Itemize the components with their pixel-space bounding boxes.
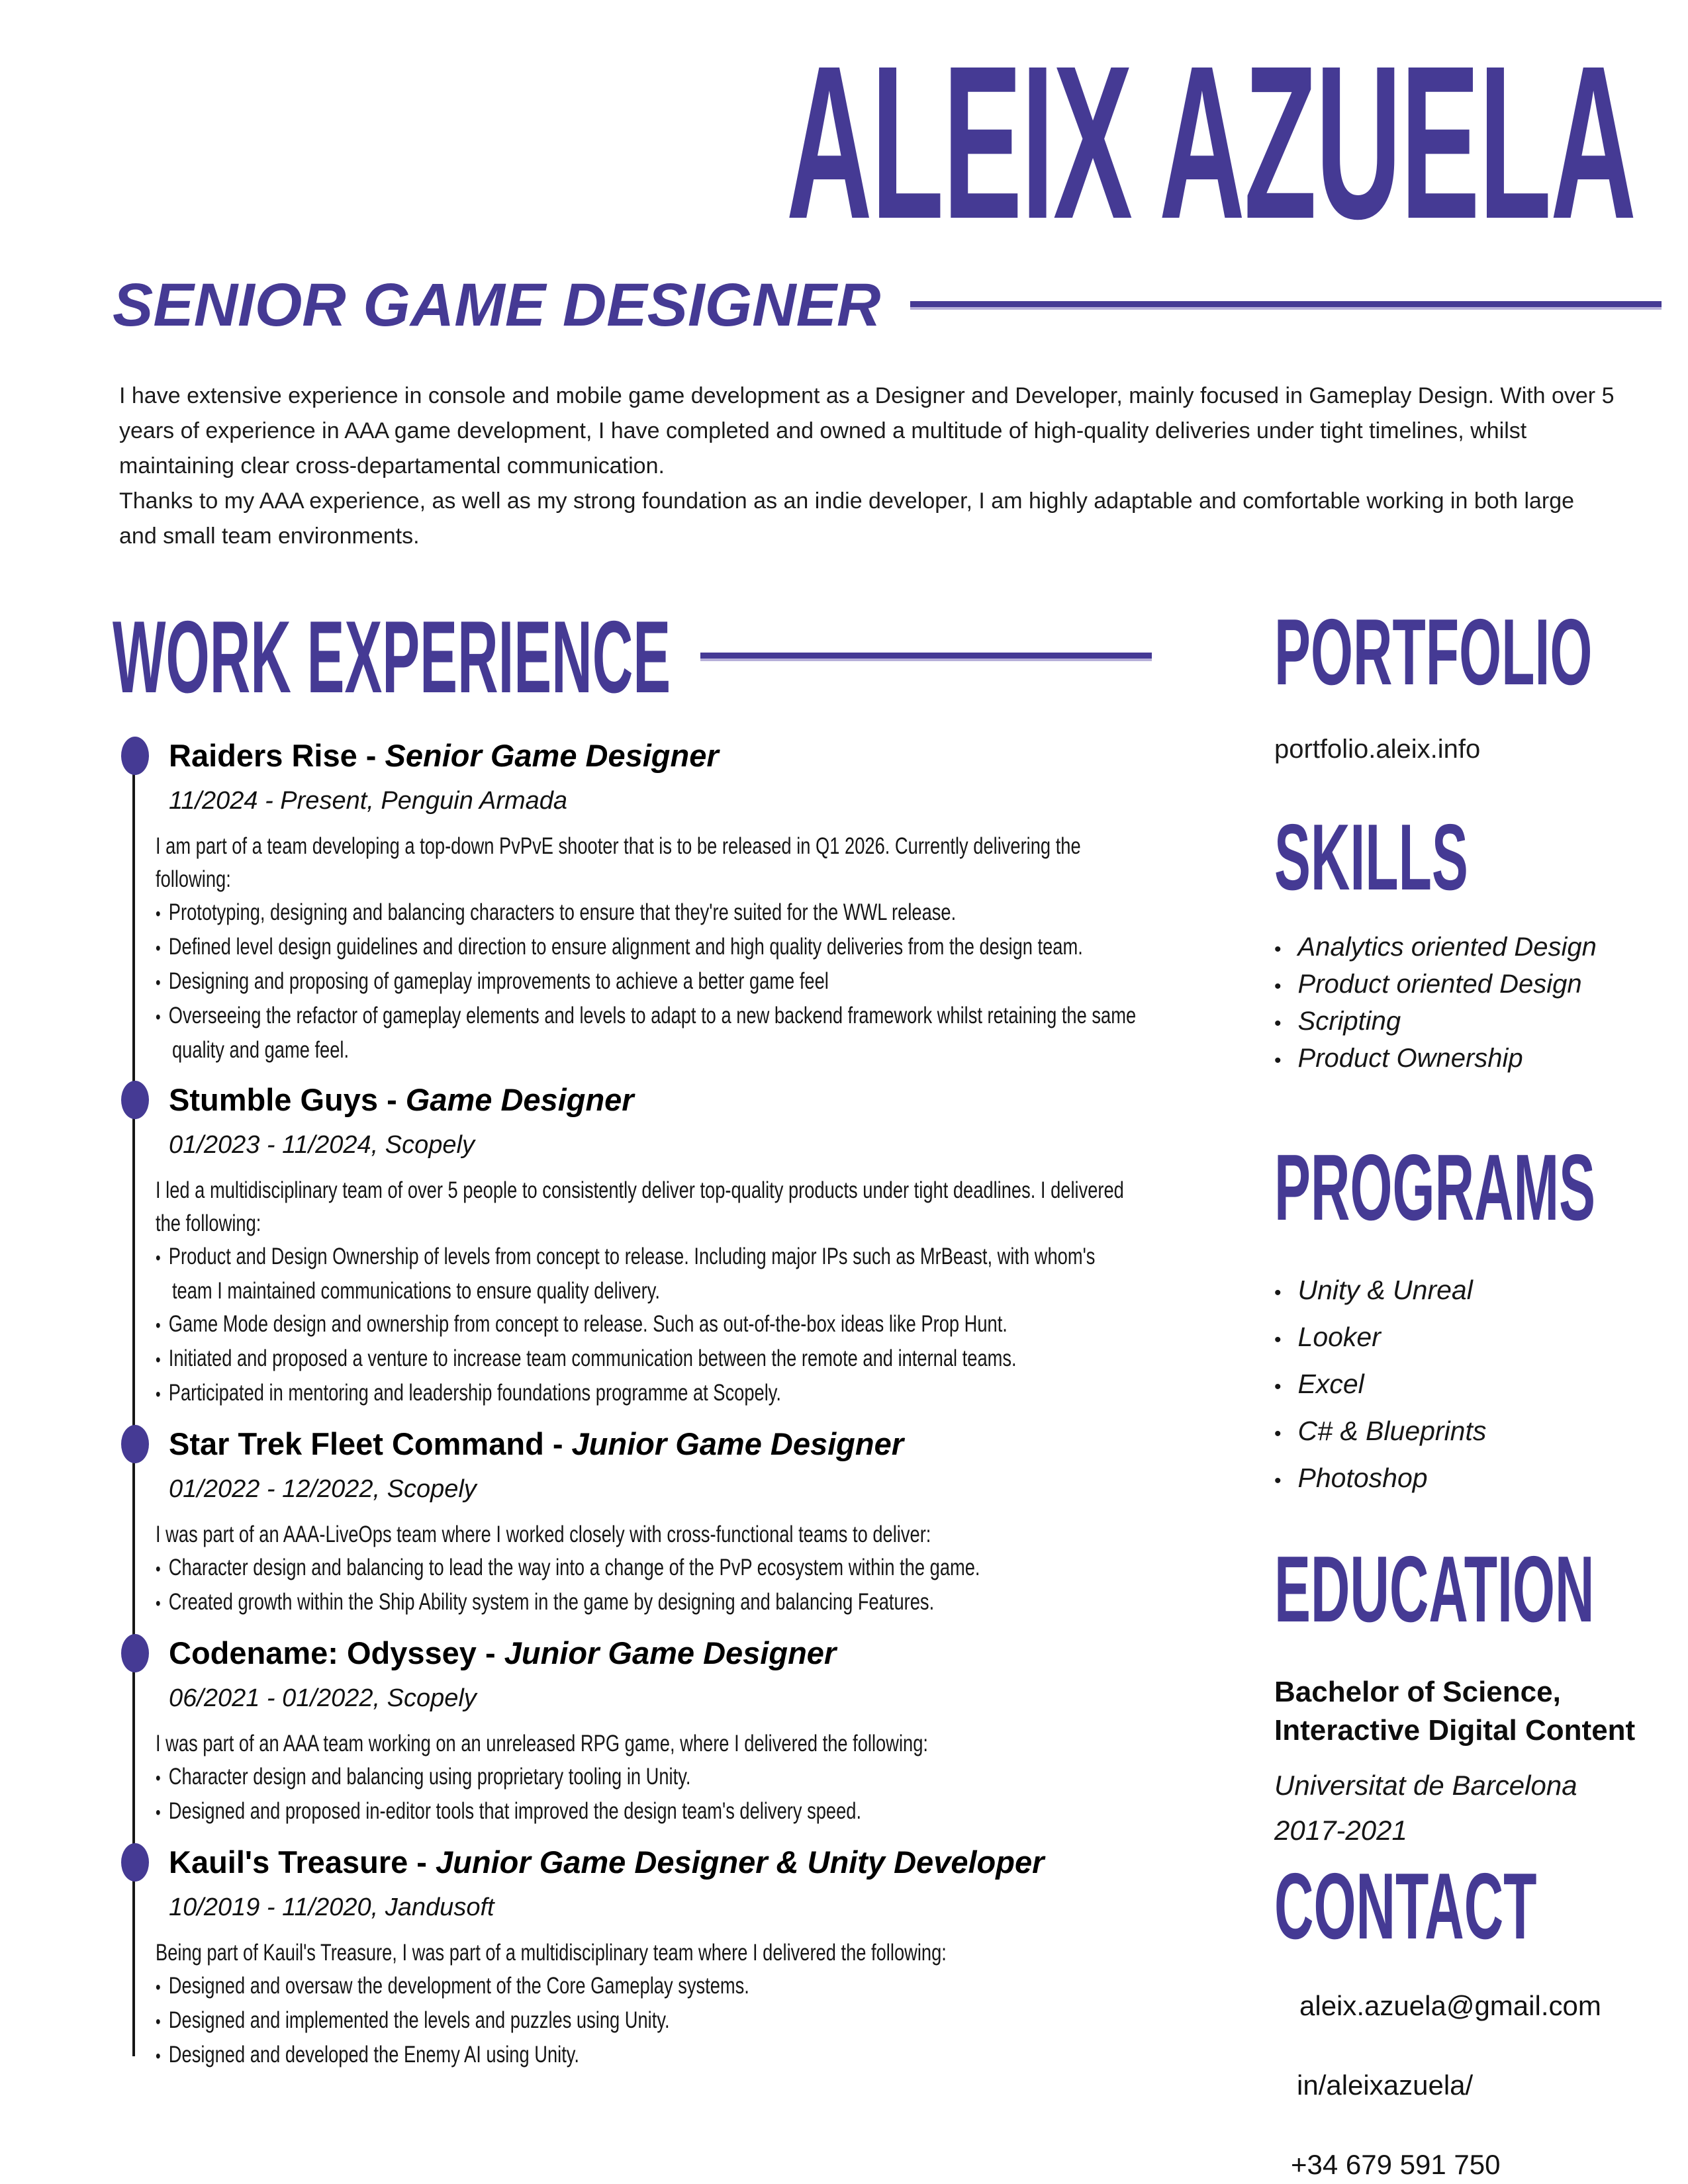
education-years: 2017-2021 [1274, 1815, 1407, 1846]
job-title [169, 737, 1152, 774]
page-title-name: ALEIX AZUELA [786, 20, 1635, 264]
skill-item: • Product Ownership [1274, 1041, 1645, 1078]
section-heading-programs: PROGRAMS [1274, 1135, 1596, 1240]
job-role: Junior Game Designer & Unity Developer [436, 1844, 1045, 1880]
timeline-dot [121, 1843, 149, 1882]
bullet-item: • Overseeing the refactor of gameplay elements and levels to adapt to a new backend framework whilst retaining the same quality and game feel. [156, 999, 1137, 1067]
job-title [169, 1635, 1152, 1672]
job-game: Kauil's Treasure - [169, 1844, 436, 1880]
work-experience-section [113, 600, 1152, 2087]
job-date-company: 01/2022 - 12/2022, Scopely [169, 1475, 477, 1503]
job-bullets [156, 1760, 1137, 1829]
job-bullets [156, 1240, 1137, 1411]
education-degree [1274, 1673, 1645, 1750]
intro-paragraph: I have extensive experience in console and mobile game development as a Designer and Developer, mainly focused in Gameplay Design. With over 5 years of experience in AAA game development, I have completed and owned a multitude of high-quality deliveries under tight timelines, whilst maintaining clear cross-departamental communication. [119, 383, 1615, 478]
section-heading-skills: SKILLS [1274, 805, 1468, 910]
sidebar [1274, 600, 1645, 2181]
job-entry-stumble-guys [156, 1081, 1152, 1411]
bullet-item: • Designing and proposing of gameplay improvements to achieve a better game feel [156, 965, 1137, 999]
bullet-item: • Participated in mentoring and leadership foundations programme at Scopely. [156, 1377, 1137, 1411]
section-heading-portfolio: PORTFOLIO [1274, 600, 1593, 705]
job-summary: I was part of an AAA-LiveOps team where I worked closely with cross-functional teams to deliver: [156, 1522, 931, 1547]
intro-paragraph: Thanks to my AAA experience, as well as my strong foundation as an indie developer, I am highly adaptable and comfortable working in both large and small team environments. [119, 488, 1575, 549]
subtitle-row [113, 271, 1662, 339]
job-bullets [156, 1970, 1137, 2073]
portfolio-link[interactable]: portfolio.aleix.info [1274, 735, 1481, 764]
job-date-company: 01/2023 - 11/2024, Scopely [169, 1131, 475, 1159]
bullet-item: • Designed and oversaw the development of the Core Gameplay systems. [156, 1970, 1137, 2004]
skill-item: • Scripting [1274, 1004, 1645, 1041]
programs-list [1274, 1268, 1645, 1503]
job-game: Star Trek Fleet Command - [169, 1426, 572, 1461]
job-entry-raiders-rise [156, 737, 1152, 1067]
section-heading-work: WORK EXPERIENCE [113, 600, 671, 714]
job-role: Senior Game Designer [385, 738, 719, 773]
contact-phone[interactable]: +34 679 591 750 [1291, 2149, 1501, 2180]
program-item: • Unity & Unreal [1274, 1268, 1645, 1315]
program-item: • C# & Blueprints [1274, 1409, 1645, 1456]
timeline-dot [121, 1634, 149, 1672]
bullet-item: • Initiated and proposed a venture to increase team communication between the remote and internal teams. [156, 1342, 1137, 1377]
job-entry-kauils-treasure [156, 1844, 1152, 2073]
program-item: • Looker [1274, 1315, 1645, 1362]
bullet-item: • Product and Design Ownership of levels from concept to release. Including major IPs such as MrBeast, with whom's team I maintained communications to ensure quality delivery. [156, 1240, 1137, 1308]
job-date-company: 11/2024 - Present, Penguin Armada [169, 787, 568, 815]
work-heading-row [113, 600, 1152, 714]
job-summary: I was part of an AAA team working on an unreleased RPG game, where I delivered the following: [156, 1731, 928, 1756]
program-item: • Excel [1274, 1362, 1645, 1409]
job-role: Junior Game Designer [571, 1426, 904, 1461]
job-title [169, 1081, 1152, 1118]
bullet-item: • Designed and proposed in-editor tools that improved the design team's delivery speed. [156, 1795, 1137, 1829]
section-heading-contact: CONTACT [1274, 1854, 1537, 1959]
job-timeline [113, 737, 1152, 2073]
job-game: Stumble Guys - [169, 1082, 406, 1117]
job-summary: I am part of a team developing a top-down PvPvE shooter that is to be released in Q1 2026. Currently delivering the following: [156, 833, 1081, 892]
work-heading-rule [700, 653, 1152, 661]
program-item: • Photoshop [1274, 1456, 1645, 1503]
contact-email[interactable]: aleix.azuela@gmail.com [1299, 1990, 1601, 2021]
job-game: Raiders Rise - [169, 738, 385, 773]
bullet-item: • Prototyping, designing and balancing characters to ensure that they're suited for the WWL release. [156, 896, 1137, 931]
intro-summary [119, 379, 1615, 554]
job-role: Junior Game Designer [504, 1635, 837, 1670]
job-body [156, 830, 1137, 1067]
timeline-dot [121, 1425, 149, 1463]
bullet-item: • Character design and balancing to lead the way into a change of the PvP ecosystem within the game. [156, 1551, 1137, 1586]
bullet-item: • Designed and implemented the levels and puzzles using Unity. [156, 2004, 1137, 2038]
job-game: Codename: Odyssey - [169, 1635, 504, 1670]
job-summary: I led a multidisciplinary team of over 5 people to consistently deliver top-quality products under tight deadlines. I delivered the following: [156, 1177, 1124, 1236]
bullet-item: • Created growth within the Ship Ability system in the game by designing and balancing Features. [156, 1586, 1137, 1620]
skill-item: • Analytics oriented Design [1274, 930, 1645, 967]
job-date-company: 10/2019 - 11/2020, Jandusoft [169, 1893, 494, 1921]
job-subtitle: SENIOR GAME DESIGNER [113, 271, 881, 339]
job-bullets [156, 1551, 1137, 1620]
bullet-item: • Game Mode design and ownership from concept to release. Such as out-of-the-box ideas like Prop Hunt. [156, 1308, 1137, 1342]
subtitle-rule [910, 301, 1662, 310]
job-title [169, 1426, 1152, 1463]
section-heading-education: EDUCATION [1274, 1537, 1595, 1642]
job-role: Game Designer [405, 1082, 634, 1117]
bullet-item: • Designed and developed the Enemy AI using Unity. [156, 2038, 1137, 2073]
contact-linkedin[interactable]: in/aleixazuela/ [1297, 2070, 1474, 2101]
job-body [156, 1518, 1137, 1620]
timeline-dot [121, 737, 149, 775]
bullet-item: • Defined level design guidelines and direction to ensure alignment and high quality deliveries from the design team. [156, 931, 1137, 965]
job-body [156, 1174, 1137, 1411]
job-title [169, 1844, 1152, 1881]
skills-list [1274, 930, 1645, 1078]
timeline-dot [121, 1081, 149, 1119]
job-summary: Being part of Kauil's Treasure, I was part of a multidisciplinary team where I delivered the following: [156, 1940, 947, 1966]
job-date-company: 06/2021 - 01/2022, Scopely [169, 1684, 477, 1712]
job-body [156, 1936, 1137, 2073]
job-body [156, 1727, 1137, 1829]
education-degree-line: Interactive Digital Content [1274, 1714, 1636, 1747]
bullet-item: • Character design and balancing using proprietary tooling in Unity. [156, 1760, 1137, 1795]
skill-item: • Product oriented Design [1274, 967, 1645, 1004]
job-bullets [156, 896, 1137, 1067]
education-degree-line: Bachelor of Science, [1274, 1676, 1561, 1708]
education-school: Universitat de Barcelona [1274, 1770, 1577, 1801]
job-entry-star-trek-fleet-command [156, 1426, 1152, 1620]
job-entry-codename-odyssey [156, 1635, 1152, 1829]
